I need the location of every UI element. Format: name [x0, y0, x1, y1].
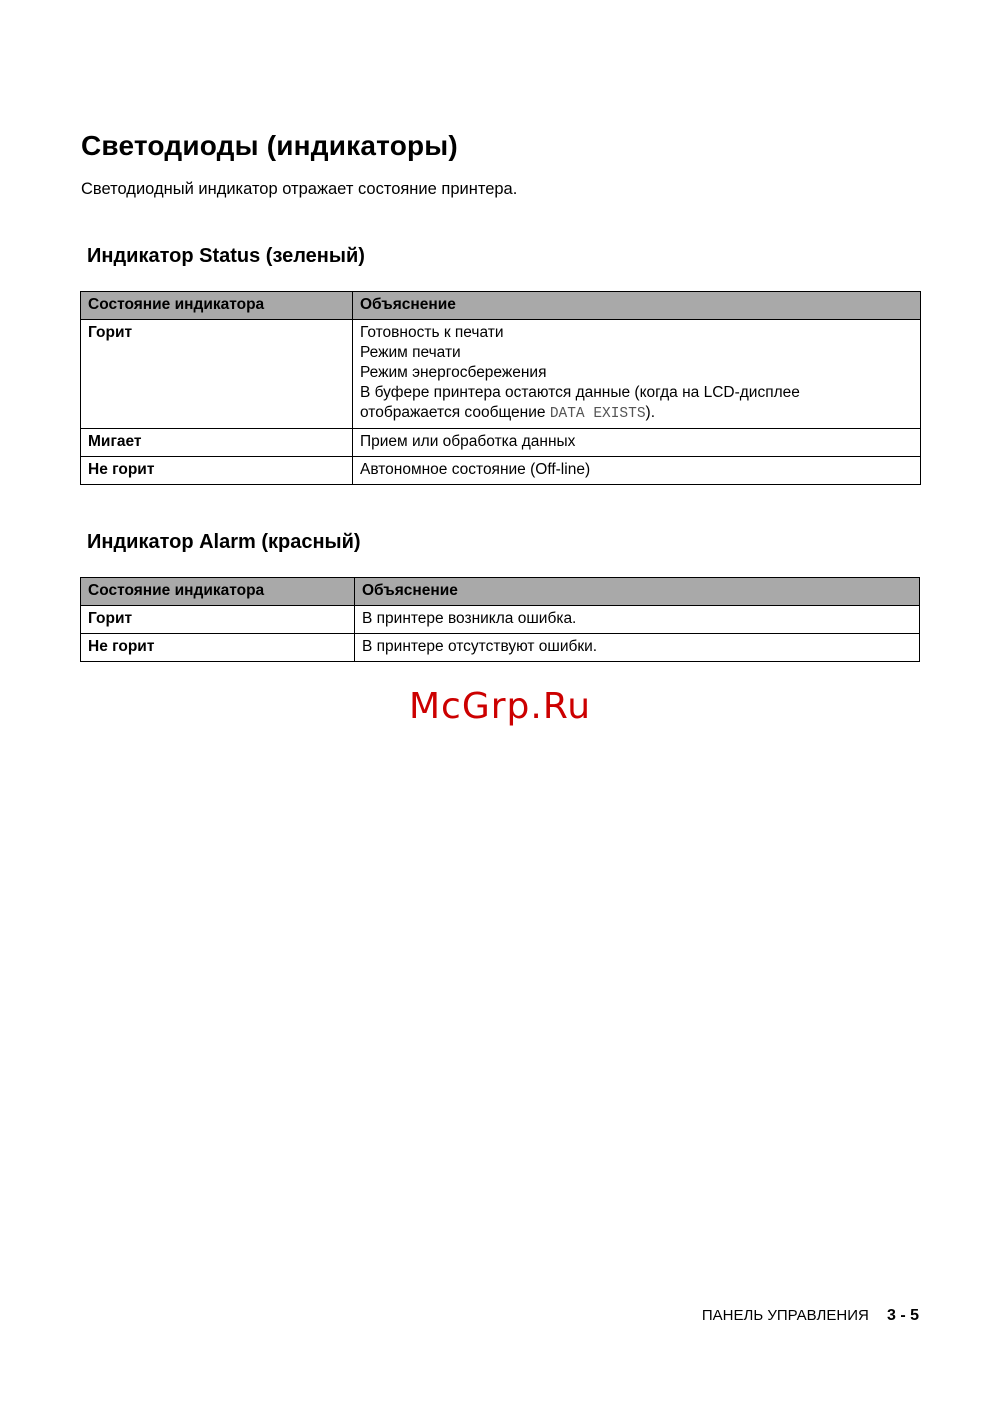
explanation-line — [360, 403, 913, 424]
column-header-explanation: Объяснение — [353, 292, 921, 320]
table-row — [81, 320, 921, 429]
table-header-row — [81, 578, 920, 606]
status-indicator-heading: Индикатор Status (зеленый) — [87, 245, 365, 267]
page-number: 3 - 5 — [886, 1307, 919, 1324]
explanation-cell — [353, 320, 921, 429]
table-header-row — [81, 292, 921, 320]
table-row — [81, 634, 920, 662]
explanation-cell: В принтере возникла ошибка. — [355, 606, 920, 634]
explanation-line: Режим печати — [360, 344, 461, 361]
status-indicator-table — [80, 291, 921, 485]
explanation-line: В буфере принтера остаются данные (когда на LCD-дисплее — [360, 384, 800, 401]
column-header-state: Состояние индикатора — [81, 578, 355, 606]
explanation-cell: В принтере отсутствуют ошибки. — [355, 634, 920, 662]
explanation-text: отображается сообщение — [360, 404, 550, 421]
explanation-cell: Автономное состояние (Off-line) — [353, 457, 921, 485]
table-row — [81, 606, 920, 634]
explanation-line: Режим энергосбережения — [360, 364, 547, 381]
footer-section-name: ПАНЕЛЬ УПРАВЛЕНИЯ — [701, 1307, 869, 1324]
state-cell: Мигает — [81, 429, 353, 457]
alarm-indicator-heading: Индикатор Alarm (красный) — [87, 531, 361, 553]
lcd-message-code: DATA EXISTS — [549, 406, 646, 422]
explanation-text: ). — [645, 404, 655, 421]
explanation-cell: Прием или обработка данных — [353, 429, 921, 457]
state-cell: Горит — [81, 320, 353, 429]
column-header-explanation: Объяснение — [355, 578, 920, 606]
table-row — [81, 457, 921, 485]
state-cell: Не горит — [81, 457, 353, 485]
page-title: Светодиоды (индикаторы) — [81, 130, 458, 161]
page-footer — [702, 1307, 919, 1325]
state-cell: Горит — [81, 606, 355, 634]
explanation-line: Готовность к печати — [360, 324, 504, 341]
alarm-indicator-table — [80, 577, 920, 662]
intro-text: Светодиодный индикатор отражает состояние принтера. — [81, 180, 518, 198]
table-row — [81, 429, 921, 457]
column-header-state: Состояние индикатора — [81, 292, 353, 320]
watermark: McGrp.Ru — [408, 686, 592, 727]
state-cell: Не горит — [81, 634, 355, 662]
